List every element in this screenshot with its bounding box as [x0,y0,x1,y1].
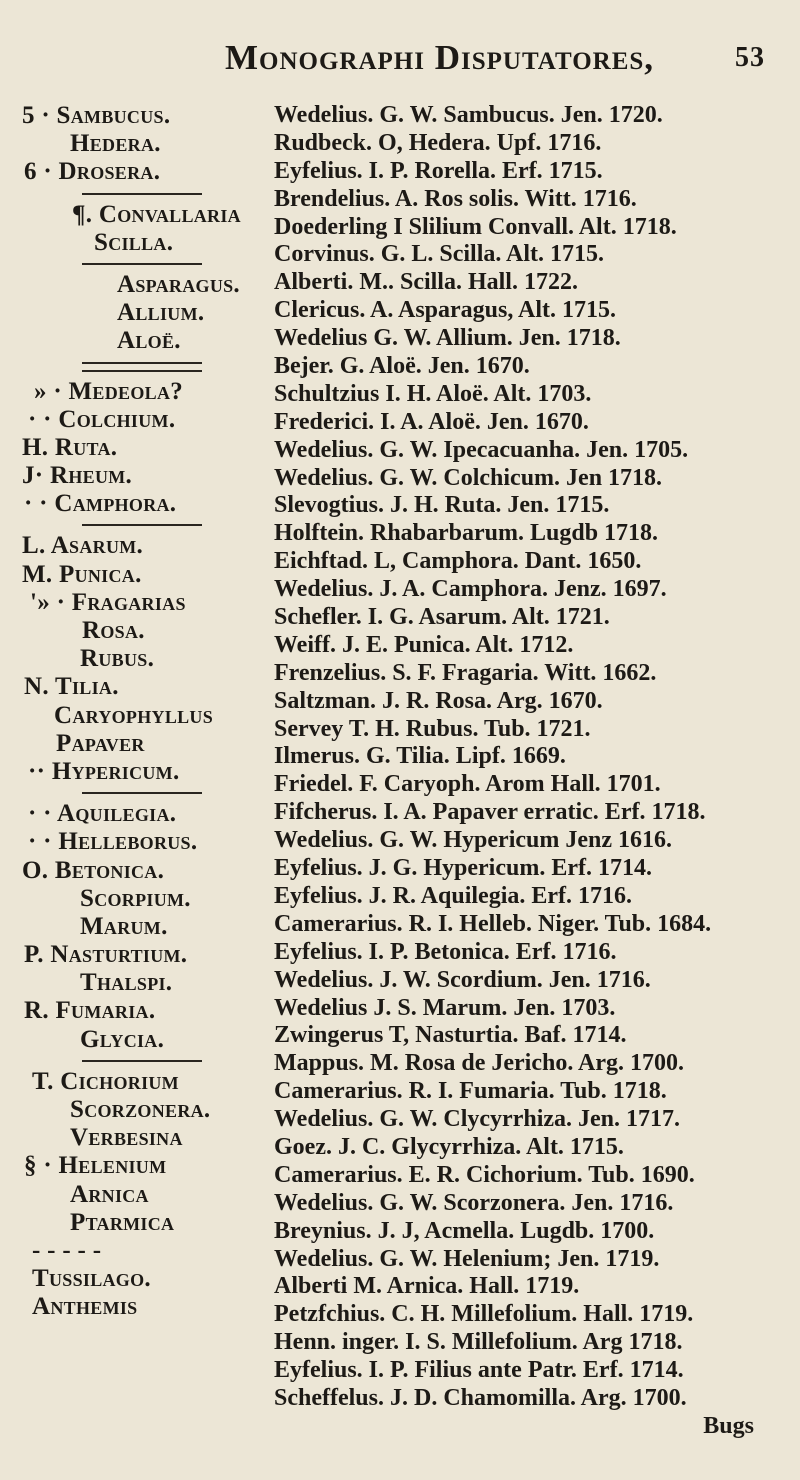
plant-name: Scorpium. [80,884,191,912]
citation-line: Scheffelus. J. D. Chamomilla. Arg. 1700. [274,1384,687,1411]
plant-name: Arnica [70,1180,149,1208]
plant-name: § · Helenium [24,1152,167,1180]
citation-line: Brendelius. A. Ros solis. Witt. 1716. [274,185,637,212]
plant-name: '» · Fragarias [30,588,186,616]
plant-name: H. Ruta. [22,433,118,461]
citation-line: Wedelius. G. W. Sambucus. Jen. 1720. [274,102,663,128]
citation-line: Servey T. H. Rubus. Tub. 1721. [274,715,591,742]
plant-name: 5 · Sambucus. [22,102,171,129]
plant-name: T. Cichorium [32,1067,179,1095]
section-divider [82,193,202,195]
header-title: Monographi Disputatores, [225,38,655,77]
citation-line: Clericus. A. Asparagus, Alt. 1715. [274,297,617,324]
citation-line: Schultzius I. H. Aloë. Alt. 1703. [274,380,592,407]
citation-line: Fifcherus. I. A. Papaver erratic. Erf. 1718. [274,799,706,826]
citation-line: Mappus. M. Rosa de Jericho. Arg. 1700. [274,1050,684,1077]
citation-line: Goez. J. C. Glycyrrhiza. Alt. 1715. [274,1133,624,1160]
citation-line: Wedelius. G. W. Ipecacuanha. Jen. 1705. [274,436,689,463]
citation-line: Wedelius. G. W. Helenium; Jen. 1719. [274,1245,660,1272]
citation-line: Eyfelius. I. P. Betonica. Erf. 1716. [274,938,617,965]
citation-line: Holftein. Rhabarbarum. Lugdb 1718. [274,520,659,547]
citation-line: Bejer. G. Aloë. Jen. 1670. [274,353,530,380]
plant-name: Rosa. [82,617,145,644]
citation-line: Friedel. F. Caryoph. Arom Hall. 1701. [274,771,661,798]
citation-line: Frenzelius. S. F. Fragaria. Witt. 1662. [274,659,657,686]
plant-name: Asparagus. [117,270,240,298]
plant-name: · · Colchium. [28,405,176,433]
citation-line: Wedelius. J. W. Scordium. Jen. 1716. [274,966,651,993]
plant-name: Scilla. [94,228,174,256]
citation-line: Wedelius. G. W. Clycyrrhiza. Jen. 1717. [274,1106,681,1133]
plant-name: · · Helleborus. [28,828,198,856]
plant-name: - - - - - [32,1236,102,1264]
plant-name: Scorzonera. [70,1096,211,1123]
citation-line: Rudbeck. O, Hedera. Upf. 1716. [274,129,602,156]
citation-line: Eyfelius. I. P. Rorella. Erf. 1715. [274,157,603,184]
citation-line: Alberti M. Arnica. Hall. 1719. [274,1273,580,1300]
plant-name: O. Betonica. [22,856,165,884]
plant-name: 6 · Drosera. [24,158,161,186]
section-divider [82,792,202,794]
plant-name: L. Asarum. [22,532,144,560]
citation-line: Weiff. J. E. Punica. Alt. 1712. [274,631,574,658]
plant-name: ·· Hypericum. [28,757,180,785]
citation-line: Eyfelius. I. P. Filius ante Patr. Erf. 1714. [274,1357,684,1384]
section-divider [82,370,202,372]
plant-name: Hedera. [70,130,161,158]
running-header [225,38,765,94]
citation-line: Wedelius. J. A. Camphora. Jenz. 1697. [274,576,667,603]
plant-name: ¶. Convallaria [72,200,241,228]
plant-name: Tussilago. [32,1265,151,1293]
dissertation-list-column [274,102,794,1441]
section-divider [82,1060,202,1062]
citation-line: Wedelius. G. W. Hypericum Jenz 1616. [274,827,673,854]
citation-line: Frederici. I. A. Aloë. Jen. 1670. [274,408,589,435]
citation-line: Slevogtius. J. H. Ruta. Jen. 1715. [274,492,610,519]
plant-name: M. Punica. [22,560,142,588]
plant-name: Ptarmica [70,1208,175,1236]
plant-name: · · Camphora. [24,490,177,518]
plant-name: Papaver [56,729,145,757]
citation-line: Wedelius. G. W. Scorzonera. Jen. 1716. [274,1189,674,1216]
citation-line: Schefler. I. G. Asarum. Alt. 1721. [274,604,610,631]
plant-name: Aloë. [117,327,181,355]
citation-line: Camerarius. R. I. Helleb. Niger. Tub. 1684. [274,910,712,937]
plant-name: · · Aquilegia. [28,800,177,828]
plant-name: Allium. [117,299,205,327]
citation-line: Corvinus. G. L. Scilla. Alt. 1715. [274,241,605,268]
plant-name: Caryophyllus [54,701,214,729]
citation-line: Zwingerus T, Nasturtia. Baf. 1714. [274,1022,627,1049]
citation-line: Camerarius. R. I. Fumaria. Tub. 1718. [274,1078,667,1105]
plant-name: Thalspi. [80,969,173,997]
citation-line: Petzfchius. C. H. Millefolium. Hall. 1719. [274,1301,694,1328]
plant-name: Rubus. [80,645,155,673]
citation-line: Wedelius J. S. Marum. Jen. 1703. [274,994,616,1021]
section-divider [82,362,202,364]
citation-line: Doederling I Slilium Convall. Alt. 1718. [274,213,677,240]
citation-line: Henn. inger. I. S. Millefolium. Arg 1718. [274,1329,683,1356]
plant-name: Anthemis [32,1293,138,1321]
citation-line: Alberti. M.. Scilla. Hall. 1722. [274,269,578,296]
plant-name: N. Tilia. [24,673,119,701]
citation-line: Ilmerus. G. Tilia. Lipf. 1669. [274,743,566,770]
plant-name: P. Nasturtium. [24,941,188,969]
section-divider [82,263,202,265]
citation-line: Eichftad. L, Camphora. Dant. 1650. [274,548,642,575]
page-number: 53 [735,42,765,73]
section-divider [82,524,202,526]
citation-line: Wedelius G. W. Allium. Jen. 1718. [274,325,621,352]
citation-line: Saltzman. J. R. Rosa. Arg. 1670. [274,687,603,714]
plant-name: R. Fumaria. [24,997,156,1025]
citation-line: Breynius. J. J, Acmella. Lugdb. 1700. [274,1217,655,1244]
citation-line: Eyfelius. J. R. Aquilegia. Erf. 1716. [274,882,633,909]
plant-name: Verbesina [70,1124,183,1152]
citation-line: Bugs [703,1412,754,1439]
plant-name: Glycia. [80,1025,165,1053]
citation-line: Camerarius. E. R. Cichorium. Tub. 1690. [274,1161,695,1188]
plant-name: Marum. [80,912,168,940]
plant-name: » · Medeola? [34,377,184,405]
citation-line: Eyfelius. J. G. Hypericum. Erf. 1714. [274,855,652,882]
plant-name: J· Rheum. [22,462,133,490]
plant-list-column [22,102,272,1322]
citation-line: Wedelius. G. W. Colchicum. Jen 1718. [274,464,663,491]
